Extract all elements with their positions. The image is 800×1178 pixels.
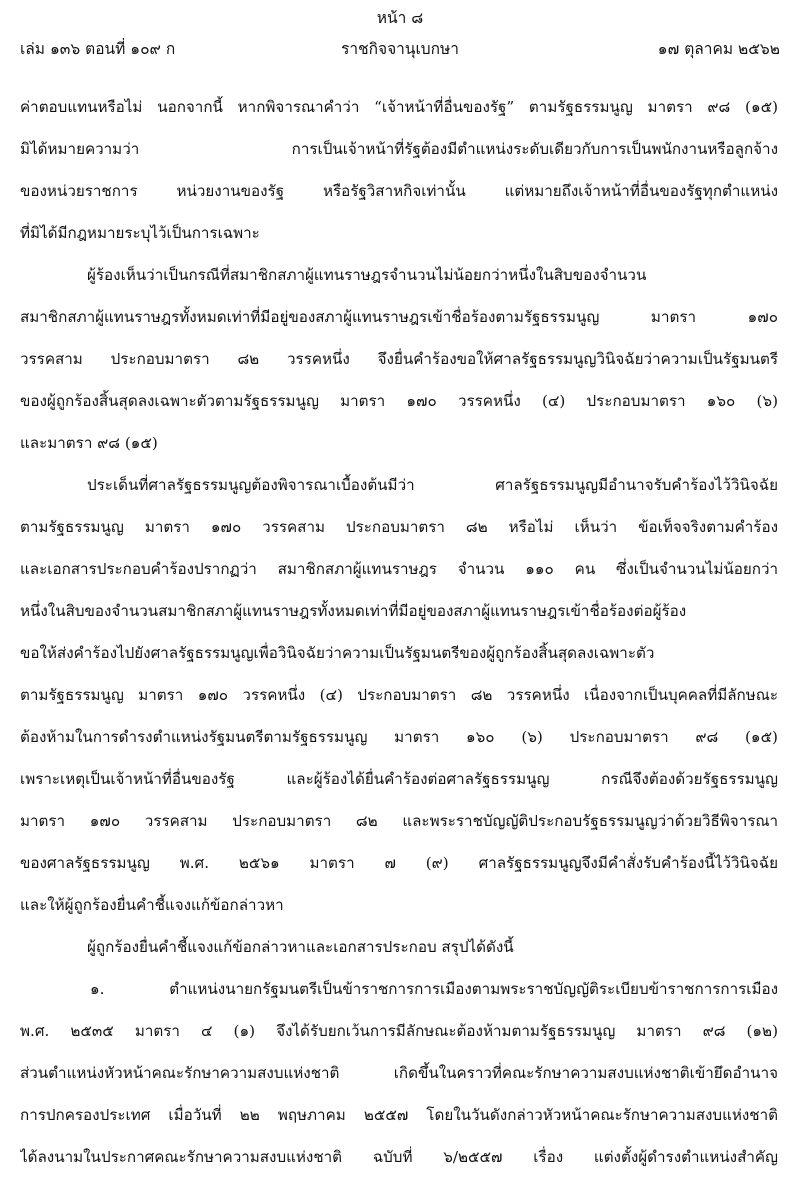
numbered-item-first-line: ๑. ตำแหน่งนายกรัฐมนตรีเป็นข้าราชการการเมืองตามพระราชบัญญัติระเบียบข้าราชการการเมือง (90, 980, 778, 998)
publication-title: ราชกิจจานุเบกษา (341, 40, 459, 58)
paragraph-first-line: ผู้ร้องเห็นว่าเป็นกรณีที่สมาชิกสภาผู้แทนราษฎรจำนวนไม่น้อยกว่าหนึ่งในสิบของจำนวน (87, 266, 647, 284)
volume-issue: เล่ม ๑๓๖ ตอนที่ ๑๐๙ ก (20, 40, 176, 58)
running-header (20, 34, 780, 64)
body-line: สมาชิกสภาผู้แทนราษฎรทั้งหมดเท่าที่มีอยู่ของสภาผู้แทนราษฎรเข้าชื่อร้องตามรัฐธรรมนูญ มาตรา ๑๗๐ (20, 308, 778, 326)
publication-date: ๑๗ ตุลาคม ๒๕๖๒ (657, 40, 780, 58)
body-line: วรรคสาม ประกอบมาตรา ๘๒ วรรคหนึ่ง จึงยื่นคำร้องขอให้ศาลรัฐธรรมนูญวินิจฉัยว่าความเป็นรัฐมนตรี (20, 350, 778, 368)
body-line: ได้ลงนามในประกาศคณะรักษาความสงบแห่งชาติ ฉบับที่ ๖/๒๕๕๗ เรื่อง แต่งตั้งผู้ดำรงตำแหน่งสำคัญ (20, 1148, 778, 1166)
body-text (20, 86, 778, 1178)
paragraph-first-line: ประเด็นที่ศาลรัฐธรรมนูญต้องพิจารณาเบื้องต้นมีว่า ศาลรัฐธรรมนูญมีอำนาจรับคำร้องไว้วินิจฉัย (87, 476, 778, 494)
page-number: หน้า ๘ (376, 9, 424, 27)
body-line: ตามรัฐธรรมนูญ มาตรา ๑๗๐ วรรคหนึ่ง (๔) ประกอบมาตรา ๘๒ วรรคหนึ่ง เนื่องจากเป็นบุคคลที่มีลักษณะ (20, 686, 778, 704)
body-line: การปกครองประเทศ เมื่อวันที่ ๒๒ พฤษภาคม ๒๕๕๗ โดยในวันดังกล่าวหัวหน้าคณะรักษาความสงบแห่งชาติ (20, 1106, 778, 1124)
body-line: ต้องห้ามในการดำรงตำแหน่งรัฐมนตรีตามรัฐธรรมนูญ มาตรา ๑๖๐ (๖) ประกอบมาตรา ๙๘ (๑๕) (20, 728, 778, 746)
body-line: และมาตรา ๙๘ (๑๕) (20, 434, 158, 452)
body-line: และเอกสารประกอบคำร้องปรากฏว่า สมาชิกสภาผู้แทนราษฎร จำนวน ๑๑๐ คน ซึ่งเป็นจำนวนไม่น้อยกว่า (20, 560, 778, 578)
body-line: ขอให้ส่งคำร้องไปยังศาลรัฐธรรมนูญเพื่อวินิจฉัยว่าความเป็นรัฐมนตรีของผู้ถูกร้องสิ้นสุดลงเฉพาะตัว (20, 644, 655, 662)
body-line: มิได้หมายความว่า การเป็นเจ้าหน้าที่รัฐต้องมีตำแหน่งระดับเดียวกับการเป็นพนักงานหรือลูกจ้าง (20, 140, 778, 158)
paragraph-first-line: ผู้ถูกร้องยื่นคำชี้แจงแก้ข้อกล่าวหาและเอกสารประกอบ สรุปได้ดังนี้ (87, 938, 514, 956)
body-line: เพราะเหตุเป็นเจ้าหน้าที่อื่นของรัฐ และผู้ร้องได้ยื่นคำร้องต่อศาลรัฐธรรมนูญ กรณีจึงต้องด้วยรัฐธรรมนูญ (20, 770, 778, 788)
body-line: ค่าตอบแทนหรือไม่ นอกจากนี้ หากพิจารณาคำว่า “เจ้าหน้าที่อื่นของรัฐ” ตามรัฐธรรมนูญ มาตรา ๙๘ (๑๕) (20, 98, 778, 116)
body-line: และให้ผู้ถูกร้องยื่นคำชี้แจงแก้ข้อกล่าวหา (20, 896, 284, 914)
body-line: ของผู้ถูกร้องสิ้นสุดลงเฉพาะตัวตามรัฐธรรมนูญ มาตรา ๑๗๐ วรรคหนึ่ง (๔) ประกอบมาตรา ๑๖๐ (๖) (20, 392, 778, 410)
body-line: ของศาลรัฐธรรมนูญ พ.ศ. ๒๕๖๑ มาตรา ๗ (๙) ศาลรัฐธรรมนูญจึงมีคำสั่งรับคำร้องนี้ไว้วินิจฉัย (20, 854, 778, 872)
body-line: ของหน่วยราชการ หน่วยงานของรัฐ หรือรัฐวิสาหกิจเท่านั้น แต่หมายถึงเจ้าหน้าที่อื่นของรัฐทุกตำแหน่ง (20, 182, 778, 200)
body-line: ตามรัฐธรรมนูญ มาตรา ๑๗๐ วรรคสาม ประกอบมาตรา ๘๒ หรือไม่ เห็นว่า ข้อเท็จจริงตามคำร้อง (20, 518, 778, 536)
body-line: มาตรา ๑๗๐ วรรคสาม ประกอบมาตรา ๘๒ และพระราชบัญญัติประกอบรัฐธรรมนูญว่าด้วยวิธีพิจารณา (20, 812, 778, 830)
body-line: ส่วนตำแหน่งหัวหน้าคณะรักษาความสงบแห่งชาติ เกิดขึ้นในคราวที่คณะรักษาความสงบแห่งชาติเข้ายึดอำนาจ (20, 1064, 778, 1082)
body-line: หนึ่งในสิบของจำนวนสมาชิกสภาผู้แทนราษฎรทั้งหมดเท่าที่มีอยู่ของสภาผู้แทนราษฎรเข้าชื่อร้องต่อผู้ร้อง (20, 602, 687, 620)
body-line: ที่มิได้มีกฎหมายระบุไว้เป็นการเฉพาะ (20, 224, 260, 242)
body-line: พ.ศ. ๒๕๓๕ มาตรา ๔ (๑) จึงได้รับยกเว้นการมีลักษณะต้องห้ามตามรัฐธรรมนูญ มาตรา ๙๘ (๑๒) (20, 1022, 778, 1040)
